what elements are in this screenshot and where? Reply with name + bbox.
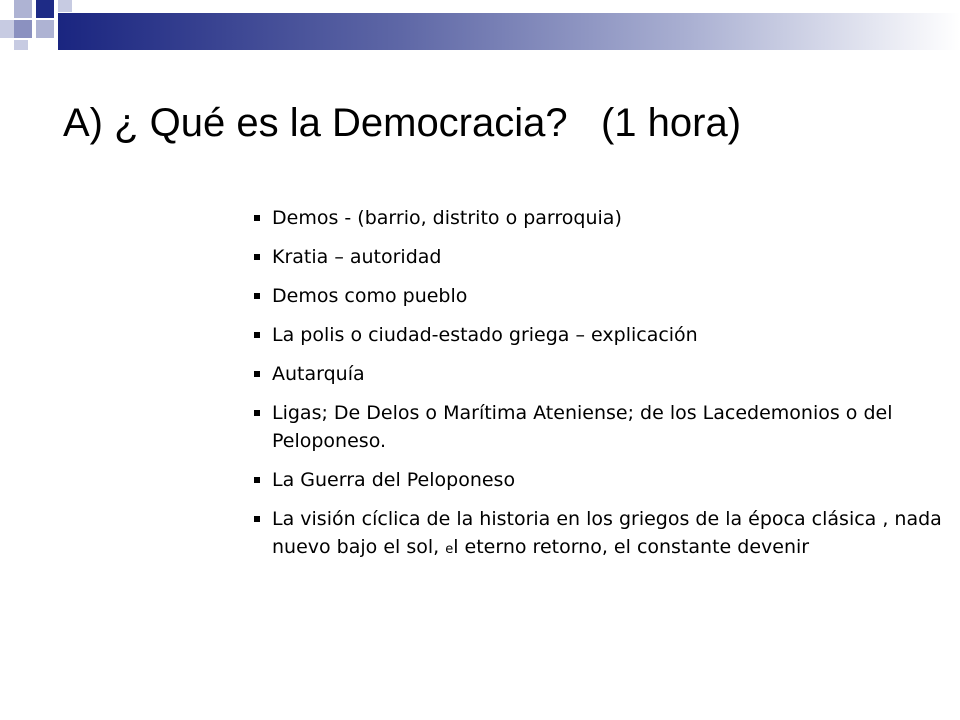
bullet-text-small-letter: e (445, 542, 454, 557)
square-bullet-icon (254, 293, 260, 299)
bullet-item (252, 399, 942, 455)
decorative-square (36, 0, 54, 18)
bullet-text-part: La visión cíclica de la historia en los griegos de la época clásica , nada nuevo bajo el sol, (272, 508, 942, 558)
square-bullet-icon (254, 215, 260, 221)
bullet-text: Demos como pueblo (272, 285, 468, 307)
square-bullet-icon (254, 477, 260, 483)
decorative-square (58, 0, 72, 12)
bullet-text: Kratia – autoridad (272, 246, 442, 268)
bullet-item (252, 466, 942, 494)
square-bullet-icon (254, 516, 260, 522)
bullet-text: Demos - (barrio, distrito o parroquia) (272, 207, 622, 229)
square-bullet-icon (254, 371, 260, 377)
bullet-item (252, 505, 942, 564)
header-gradient-band (58, 13, 960, 50)
decorative-square (14, 0, 32, 18)
bullet-text: Ligas; De Delos o Marítima Ateniense; de los Lacedemonios o del Peloponeso. (272, 402, 893, 452)
decorative-square (14, 20, 32, 38)
decorative-square (0, 20, 14, 38)
bullet-text (272, 508, 942, 558)
bullet-list (252, 204, 942, 575)
square-bullet-icon (254, 254, 260, 260)
bullet-item (252, 204, 942, 232)
bullet-item (252, 321, 942, 349)
bullet-text-part: l eterno retorno, el constante devenir (453, 536, 810, 558)
bullet-text: Autarquía (272, 363, 365, 385)
decorative-square (14, 40, 28, 50)
bullet-item (252, 360, 942, 388)
square-bullet-icon (254, 332, 260, 338)
square-bullet-icon (254, 410, 260, 416)
bullet-text: La polis o ciudad-estado griega – explicación (272, 324, 698, 346)
decorative-square (36, 20, 54, 38)
bullet-text: La Guerra del Peloponeso (272, 469, 516, 491)
bullet-item (252, 243, 942, 271)
bullet-item (252, 282, 942, 310)
slide-title: A) ¿ Qué es la Democracia? (1 hora) (63, 101, 742, 145)
